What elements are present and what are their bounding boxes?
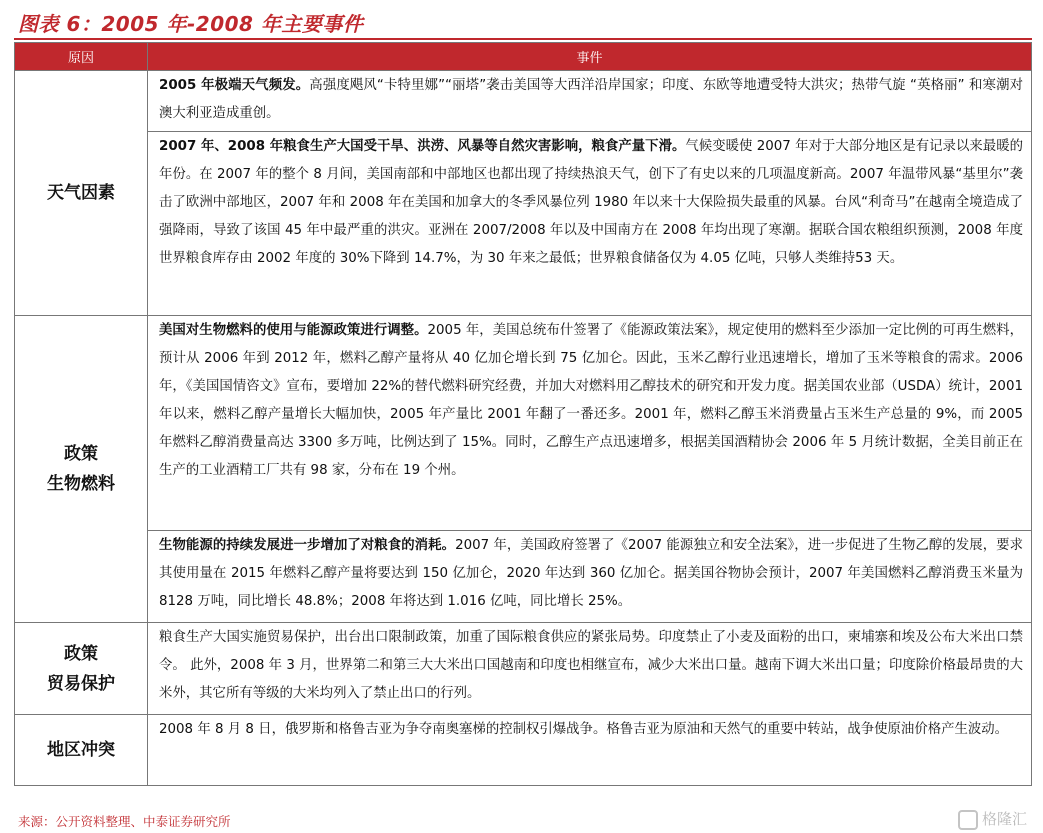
category-trade-line1: 政策 [64,643,98,664]
header-event: 事件 [148,43,1032,71]
table-row [15,623,1032,715]
table-row [15,531,1032,623]
event-text: 气候变暖使 2007 年对于大部分地区是有记录以来最暖的年份。在 2007 年的整个 8 月间，美国南部和中部地区也都出现了持续热浪天气，创下了有史以来的几项温度新高。2007 年温带风暴“基里尔”袭击了欧洲中部地区，2007 年和 2008 年在美国和加拿大的冬季风暴位列 1980 年以来十大保险损失最重的风暴。台风“利奇马”在越南全境造成了强降雨，导致了该国 45 年中最严重的洪灾。亚洲在 2007/2008 年以及中国南方在 2008 年均出现了寒潮。据联合国农粮组织预测，2008 年度世界粮食库存由 2002 年度的 30%下降到 14.7%，为 30 年来之最低；世界粮食储备仅为 4.05 亿吨，只够人类维持53 天。 [159,139,1023,266]
event-text: 2008 年 8 月 8 日，俄罗斯和格鲁吉亚为争夺南奥塞梯的控制权引爆战争。格鲁吉亚为原油和天然气的重要中转站，战争使原油价格产生波动。 [159,722,1009,737]
table-row [15,316,1032,531]
events-table [14,42,1032,786]
event-cell-weather-2007 [148,132,1032,316]
category-biofuel [15,316,148,623]
category-weather [15,71,148,316]
table-row [15,132,1032,316]
event-headline: 2005 年极端天气频发。 [159,78,310,93]
category-weather-label: 天气因素 [47,183,115,203]
table-row [15,715,1032,786]
source-note: 来源：公开资料整理、中泰证券研究所 [18,814,231,829]
event-headline: 美国对生物燃料的使用与能源政策进行调整。 [159,323,428,338]
chart-title: 图表 6：2005 年-2008 年主要事件 [18,12,364,36]
event-text: 高强度飓风“卡特里娜”“丽塔”袭击美国等大西洋沿岸国家；印度、东欧等地遭受特大洪灾；热带气旋 “英格丽” 和寒潮对澳大利亚造成重创。 [159,78,1023,121]
event-cell-weather-2005 [148,71,1032,132]
category-trade [15,623,148,715]
event-text: 2007 年，美国政府签署了《2007 能源独立和安全法案》，进一步促进了生物乙醇的发展，要求其使用量在 2015 年燃料乙醇产量将要达到 150 亿加仑，2020 年达到 360 亿加仑。据美国谷物协会预计，2007 年美国燃料乙醇消费玉米量为 8128 万吨，同比增长 48.8%；2008 年将达到 1.016 亿吨，同比增长 25%。 [159,538,1024,609]
event-cell-biofuel-policy [148,316,1032,531]
event-cell-regional-conflict [148,715,1032,786]
event-text: 2005 年，美国总统布什签署了《能源政策法案》，规定使用的燃料至少添加一定比例的可再生燃料，预计从 2006 年到 2012 年，燃料乙醇产量将从 40 亿加仑增长到 75 亿加仑。因此，玉米乙醇行业迅速增长，增加了玉米等粮食的需求。2006 年，《美国国情咨文》宣布，要增加 22%的替代燃料研究经费，并加大对燃料用乙醇技术的研究和开发力度。据美国农业部（USDA）统计，2001 年以来，燃料乙醇产量增长大幅加快，2005 年产量比 2001 年翻了一番还多。2001 年，燃料乙醇玉米消费量占玉米生产总量的 9%，而 2005 年燃料乙醇消费量高达 3300 多万吨，比例达到了 15%。同时，乙醇生产点迅速增多，根据美国酒精协会 2006 年 5 月统计数据，全美目前正在生产的工业酒精工厂共有 98 家，分布在 19 个州。 [159,323,1024,478]
watermark-logo-icon [958,810,978,830]
event-cell-biofuel-consumption [148,531,1032,623]
event-headline: 2007 年、2008 年粮食生产大国受干旱、洪涝、风暴等自然灾害影响，粮食产量下滑。 [159,139,686,154]
category-conflict [15,715,148,786]
category-trade-line2: 贸易保护 [47,673,115,694]
category-biofuel-line1: 政策 [64,444,98,464]
event-headline: 生物能源的持续发展进一步增加了对粮食的消耗。 [159,538,456,553]
table-header-row [15,43,1032,71]
header-reason: 原因 [15,43,148,71]
table-row [15,71,1032,132]
event-cell-trade-protection [148,623,1032,715]
watermark-text: 格隆汇 [981,810,1027,828]
category-conflict-label: 地区冲突 [47,740,115,760]
watermark [958,808,1027,830]
category-biofuel-line2: 生物燃料 [47,474,115,494]
event-text: 粮食生产大国实施贸易保护，出台出口限制政策，加重了国际粮食供应的紧张局势。印度禁止了小麦及面粉的出口，柬埔寨和埃及公布大米出口禁令。 此外，2008 年 3 月，世界第二和第三大大米出口国越南和印度也相继宣布，减少大米出口量。越南下调大米出口量；印度除价格最昂贵的大米外，其它所有等级的大米均列入了禁止出口的行列。 [159,630,1023,701]
title-divider [14,38,1032,40]
